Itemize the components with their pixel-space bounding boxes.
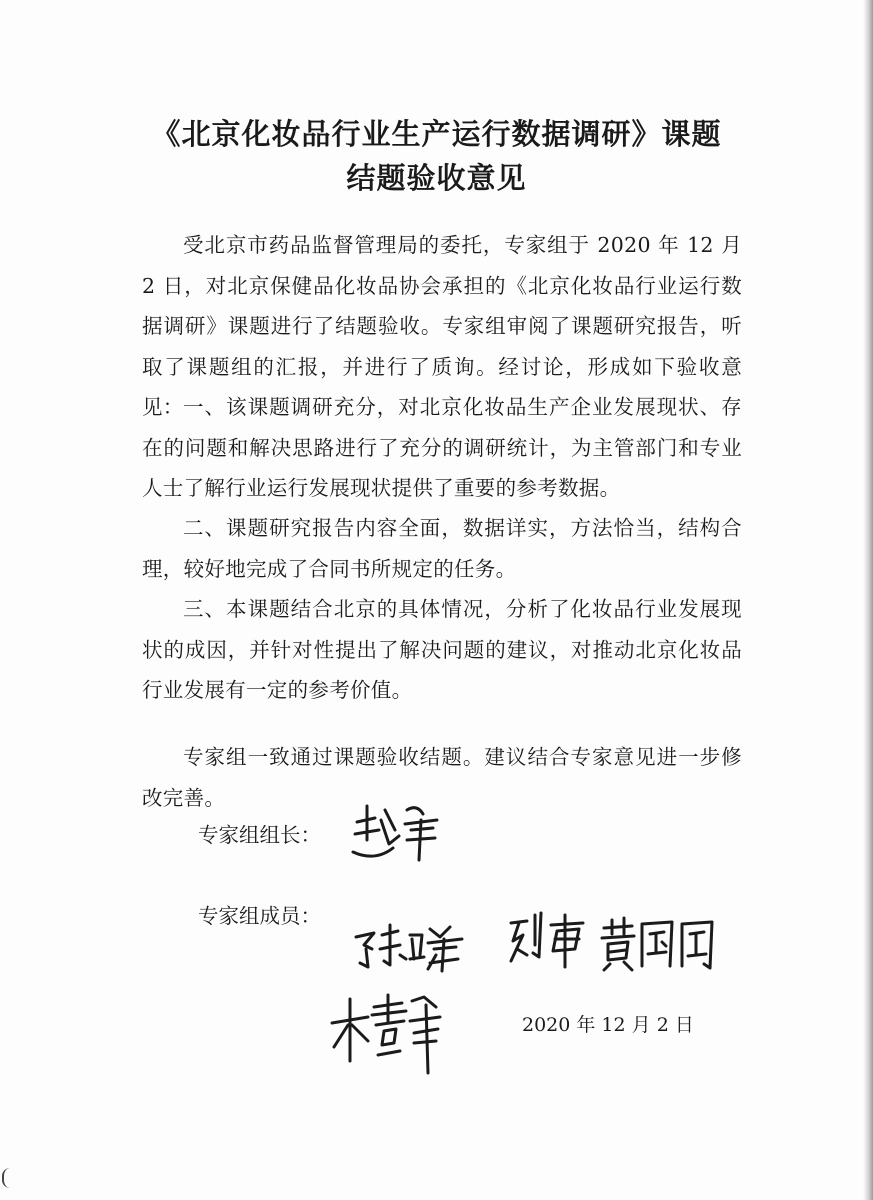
paragraph-opinion-2: 二、课题研究报告内容全面，数据详实，方法恰当，结构合理，较好地完成了合同书所规定的任务。 bbox=[142, 516, 742, 581]
paragraph-opinion-3: 三、本课题结合北京的具体情况，分析了化妆品行业发展现状的成因，并针对性提出了解决问题的建议，对推动北京化妆品行业发展有一定的参考价值。 bbox=[142, 597, 742, 702]
members-label: 专家组成员： bbox=[198, 904, 321, 928]
paragraph-opinion-1: 一、该课题调研充分，对北京化妆品生产企业发展现状、存在的问题和解决思路进行了充分的调研统计，为主管部门和专业人士了解行业运行发展现状提供了重要的参考数据。 bbox=[142, 395, 742, 500]
member-signature-4 bbox=[328, 985, 443, 1075]
document-title-line-2: 结题验收意见 bbox=[346, 161, 527, 195]
leader-label: 专家组组长： bbox=[198, 823, 321, 847]
member-signature-2 bbox=[505, 905, 590, 970]
member-signature-1 bbox=[350, 915, 470, 975]
paragraph-conclusion: 专家组一致通过课题验收结题。建议结合专家意见进一步修改完善。 bbox=[142, 745, 742, 810]
document-date: 2020 年 12 月 2 日 bbox=[522, 1014, 694, 1036]
leader-signature bbox=[345, 800, 450, 865]
paragraph-intro: 受北京市药品监督管理局的委托，专家组于 2020 年 12 月 2 日，对北京保健品化妆品协会承担的《北京化妆品行业运行数据调研》课题进行了结题验收。专家组审阅了课题研究报告，听取了课题组的汇报，并进行了质询。经讨论，形成如下验收意见： bbox=[142, 233, 742, 419]
scan-corner-mark bbox=[2, 1168, 12, 1188]
document-title-line-1: 《北京化妆品行业生产运行数据调研》课题 bbox=[151, 117, 722, 151]
member-signature-3 bbox=[598, 912, 718, 972]
